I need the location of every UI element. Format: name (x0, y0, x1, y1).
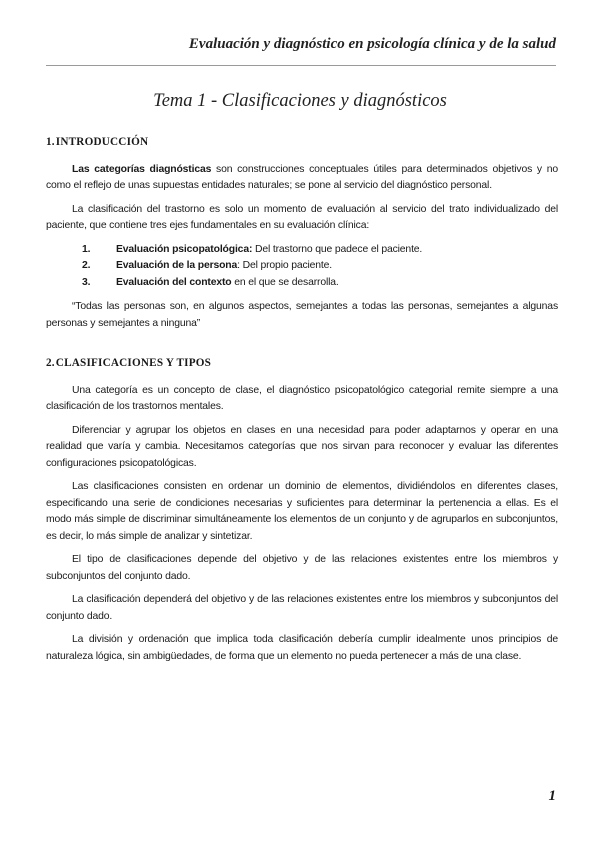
paragraph: El tipo de clasificaciones depende del objetivo y de las relaciones existentes entre los miembros y subconjuntos del conjunto dado. (46, 554, 558, 582)
page-number: 1 (548, 788, 556, 804)
running-header: Evaluación y diagnóstico en psicología clínica y de la salud (188, 36, 556, 52)
paragraph-text: son construcciones conceptuales útiles para determinados objetivos y no como el reflejo de unas supuestas entidades naturales; se pone al servicio del diagnóstico personal. (46, 163, 559, 191)
section-number: 2. (46, 357, 55, 369)
document-body (46, 134, 558, 672)
list-item-text: Del trastorno que padece el paciente. (252, 243, 423, 255)
header-divider (46, 65, 556, 66)
section-heading-text: CLASIFICACIONES Y TIPOS (55, 357, 212, 369)
section-heading-clasificaciones (46, 355, 558, 372)
list-item (46, 258, 558, 275)
paragraph: Una categoría es un concepto de clase, el diagnóstico psicopatológico categorial remite siempre a una clasificación de los trastornos mentales. (46, 384, 558, 412)
section-number: 1. (46, 136, 55, 148)
paragraph: La clasificación dependerá del objetivo y de las relaciones existentes entre los miembros y subconjuntos del conjunto dado. (46, 594, 558, 622)
list-item-text: : Del propio paciente. (237, 260, 333, 271)
list-item-text: en el que se desarrolla. (231, 276, 339, 288)
list-number: 1. (82, 243, 91, 255)
list-item-term: Evaluación del contexto (116, 276, 232, 288)
section-heading-introduccion (46, 134, 558, 151)
list-item (46, 242, 558, 259)
paragraph (46, 162, 558, 195)
section-heading-text: INTRODUCCIÓN (55, 136, 149, 148)
quote-paragraph: “Todas las personas son, en algunos aspectos, semejantes a todas las personas, semejantes a algunas personas y semejantes a ninguna” (46, 301, 558, 329)
page-title: Tema 1 - Clasificaciones y diagnósticos (153, 91, 447, 111)
list-item (46, 275, 558, 292)
list-item-term: Evaluación de la persona (116, 260, 238, 271)
list-number: 2. (82, 260, 91, 271)
paragraph: La división y ordenación que implica toda clasificación debería cumplir idealmente unos principios de naturaleza lógica, sin ambigüedades, de forma que un elemento no pueda pertenecer a más de una clase. (46, 634, 558, 662)
list-item-term: Evaluación psicopatológica: (116, 243, 253, 255)
paragraph: La clasificación del trastorno es solo un momento de evaluación al servicio del trato individualizado del paciente, que contiene tres ejes fundamentales en su evaluación clínica: (46, 203, 558, 231)
evaluation-axes-list (46, 242, 558, 292)
section-spacer (46, 339, 558, 355)
paragraph: Las clasificaciones consisten en ordenar un dominio de elementos, dividiéndolos en diferentes clases, especificando una serie de condiciones necesarias y suficientes para determinar la pertenencia a ellas. Es el modo más simple de discriminar simultáneamente los elementos de un conjunto y de agruparlos en subconjuntos, es decir, lo más simple de analizar y sintetizar. (46, 481, 558, 542)
list-number: 3. (82, 276, 91, 288)
bold-term: Las categorías diagnósticas (72, 163, 212, 175)
paragraph: Diferenciar y agrupar los objetos en clases en una necesidad para poder adaptarnos y operar en una realidad que varía y cambia. Necesitamos categorías que nos sirvan para reconocer y evaluar las diferentes configuraciones psicopatológicas. (46, 424, 558, 469)
